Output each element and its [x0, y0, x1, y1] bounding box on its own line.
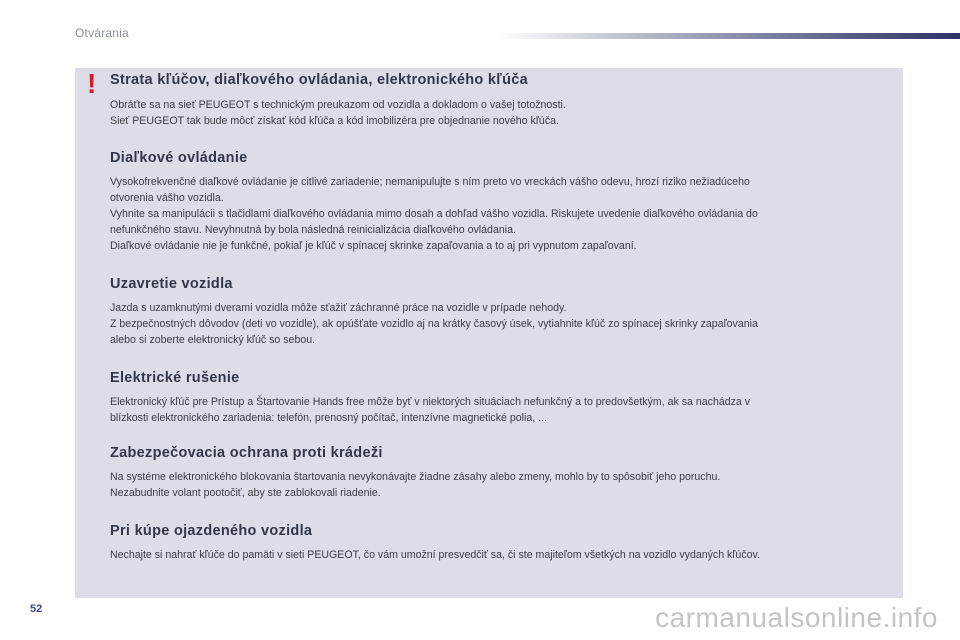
section-used-vehicle-purchase: [110, 523, 760, 563]
page-header-title: Otvárania: [75, 26, 129, 40]
section-title: Strata kľúčov, diaľkového ovládania, elektronického kľúča: [110, 72, 528, 88]
section-anti-theft: [110, 445, 720, 501]
paragraph-line: blízkosti elektronického zariadenia: telefón, prenosný počítač, intenzívne magnetické polia, ...: [110, 412, 547, 424]
section-body: [110, 469, 720, 501]
paragraph-line: otvorenia vášho vozidla.: [110, 192, 224, 204]
paragraph-line: Sieť PEUGEOT tak bude môcť získať kód kľúča a kód imobilizéra pre objednanie nového kľúča.: [110, 115, 559, 127]
paragraph-line: Jazda s uzamknutými dverami vozidla môže sťažiť záchranné práce na vozidle v prípade nehody.: [110, 302, 567, 314]
section-title: Pri kúpe ojazdeného vozidla: [110, 523, 313, 539]
section-body: [110, 174, 758, 254]
paragraph-line: Z bezpečnostných dôvodov (deti vo vozidle), ak opúšťate vozidlo aj na krátky časový úsek, vytiahnite kľúč zo spínacej skrinky zapaľovania: [110, 318, 758, 330]
section-remote-control: [110, 150, 758, 254]
section-title: Zabezpečovacia ochrana proti krádeži: [110, 445, 383, 461]
header-gradient-bar: [498, 33, 960, 39]
paragraph-line: Nechajte si nahrať kľúče do pamäti v sieti PEUGEOT, čo vám umožní presvedčiť sa, či ste majiteľom všetkých na vozidlo vydaných kľúčov.: [110, 549, 760, 561]
section-vehicle-locking: [110, 276, 758, 348]
section-body: [110, 300, 758, 348]
paragraph-line: nefunkčného stavu. Nevyhnutná by bola následná reinicializácia diaľkového ovládania.: [110, 224, 516, 236]
paragraph-line: Vysokofrekvenčné diaľkové ovládanie je citlivé zariadenie; nemanipulujte s ním preto vo vreckách vášho odevu, hrozí riziko nežiadúceho: [110, 176, 750, 188]
section-body: [110, 394, 750, 426]
paragraph-line: Nezabudnite volant pootočiť, aby ste zablokovali riadenie.: [110, 487, 381, 499]
paragraph-line: Elektronický kľúč pre Prístup a Štartovanie Hands free môže byť v niektorých situáciach nefunkčný a to predovšetkým, ak sa nachádza v: [110, 396, 751, 408]
section-body: [110, 547, 760, 563]
section-title: Diaľkové ovládanie: [110, 150, 248, 166]
paragraph-line: Na systéme elektronického blokovania štartovania nevykonávajte žiadne zásahy alebo zmeny, mohlo by to spôsobiť jeho poruchu.: [110, 471, 721, 483]
section-body: [110, 97, 566, 129]
warning-exclamation-icon: !: [87, 68, 97, 99]
section-title: Uzavretie vozidla: [110, 276, 233, 292]
watermark-text: carmanualsonline.info: [655, 602, 938, 633]
paragraph-line: Diaľkové ovládanie nie je funkčné, pokiaľ je kľúč v spínacej skrinke zapaľovania a to aj pri vypnutom zapaľovaní.: [110, 240, 637, 252]
section-electrical-interference: [110, 370, 750, 426]
page-number: 52: [30, 603, 43, 615]
section-lost-keys: [110, 72, 566, 129]
section-title: Elektrické rušenie: [110, 370, 240, 386]
paragraph-line: Vyhnite sa manipulácii s tlačidlami diaľkového ovládania mimo dosah a dohľad vášho vozidla. Riskujete uvedenie diaľkového ovládania do: [110, 208, 758, 220]
paragraph-line: alebo si zoberte elektronický kľúč so sebou.: [110, 334, 316, 346]
paragraph-line: Obráťte sa na sieť PEUGEOT s technickým preukazom od vozidla a dokladom o vašej totožnosti.: [110, 99, 566, 111]
